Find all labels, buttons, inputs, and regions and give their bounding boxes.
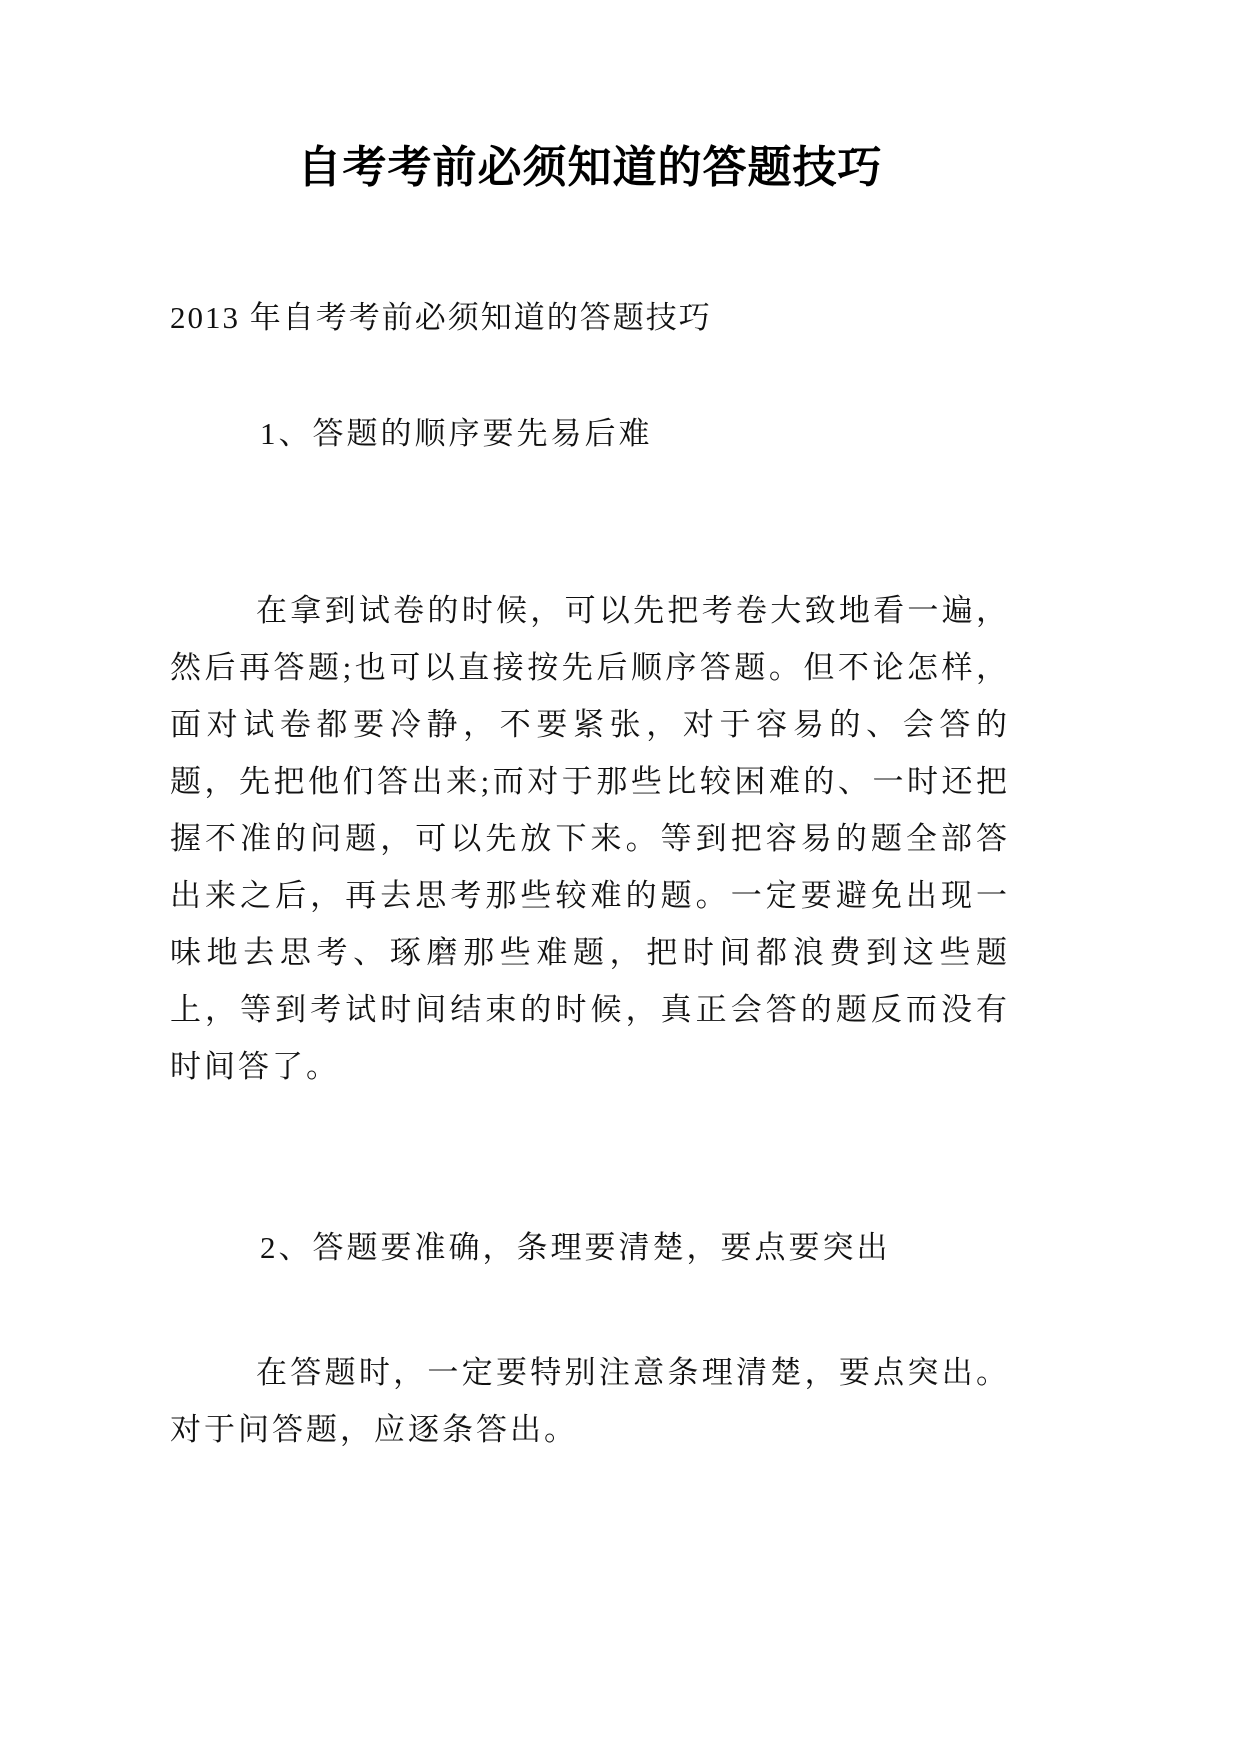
section-1-paragraph: 在拿到试卷的时候，可以先把考卷大致地看一遍，然后再答题;也可以直接按先后顺序答题。但不论怎样，面对试卷都要冷静，不要紧张，对于容易的、会答的题，先把他们答出来;而对于那些比较困难的、一时还把握不准的问题，可以先放下来。等到把容易的题全部答出来之后，再去思考那些较难的题。一定要避免出现一味地去思考、琢磨那些难题，把时间都浪费到这些题上，等到考试时间结束的时候，真正会答的题反而没有时间答了。 — [170, 593, 1010, 1084]
section-2-heading: 2、答题要准确，条理要清楚，要点要突出 — [260, 1230, 891, 1265]
document-content — [170, 140, 1010, 1458]
section-1-heading: 1、答题的顺序要先易后难 — [260, 416, 653, 451]
document-title: 自考考前必须知道的答题技巧 — [297, 143, 883, 192]
document-page — [0, 140, 1241, 1754]
section-2-paragraph: 在答题时，一定要特别注意条理清楚，要点突出。对于问答题，应逐条答出。 — [170, 1355, 1010, 1447]
document-subtitle: 2013 年自考考前必须知道的答题技巧 — [170, 300, 712, 335]
